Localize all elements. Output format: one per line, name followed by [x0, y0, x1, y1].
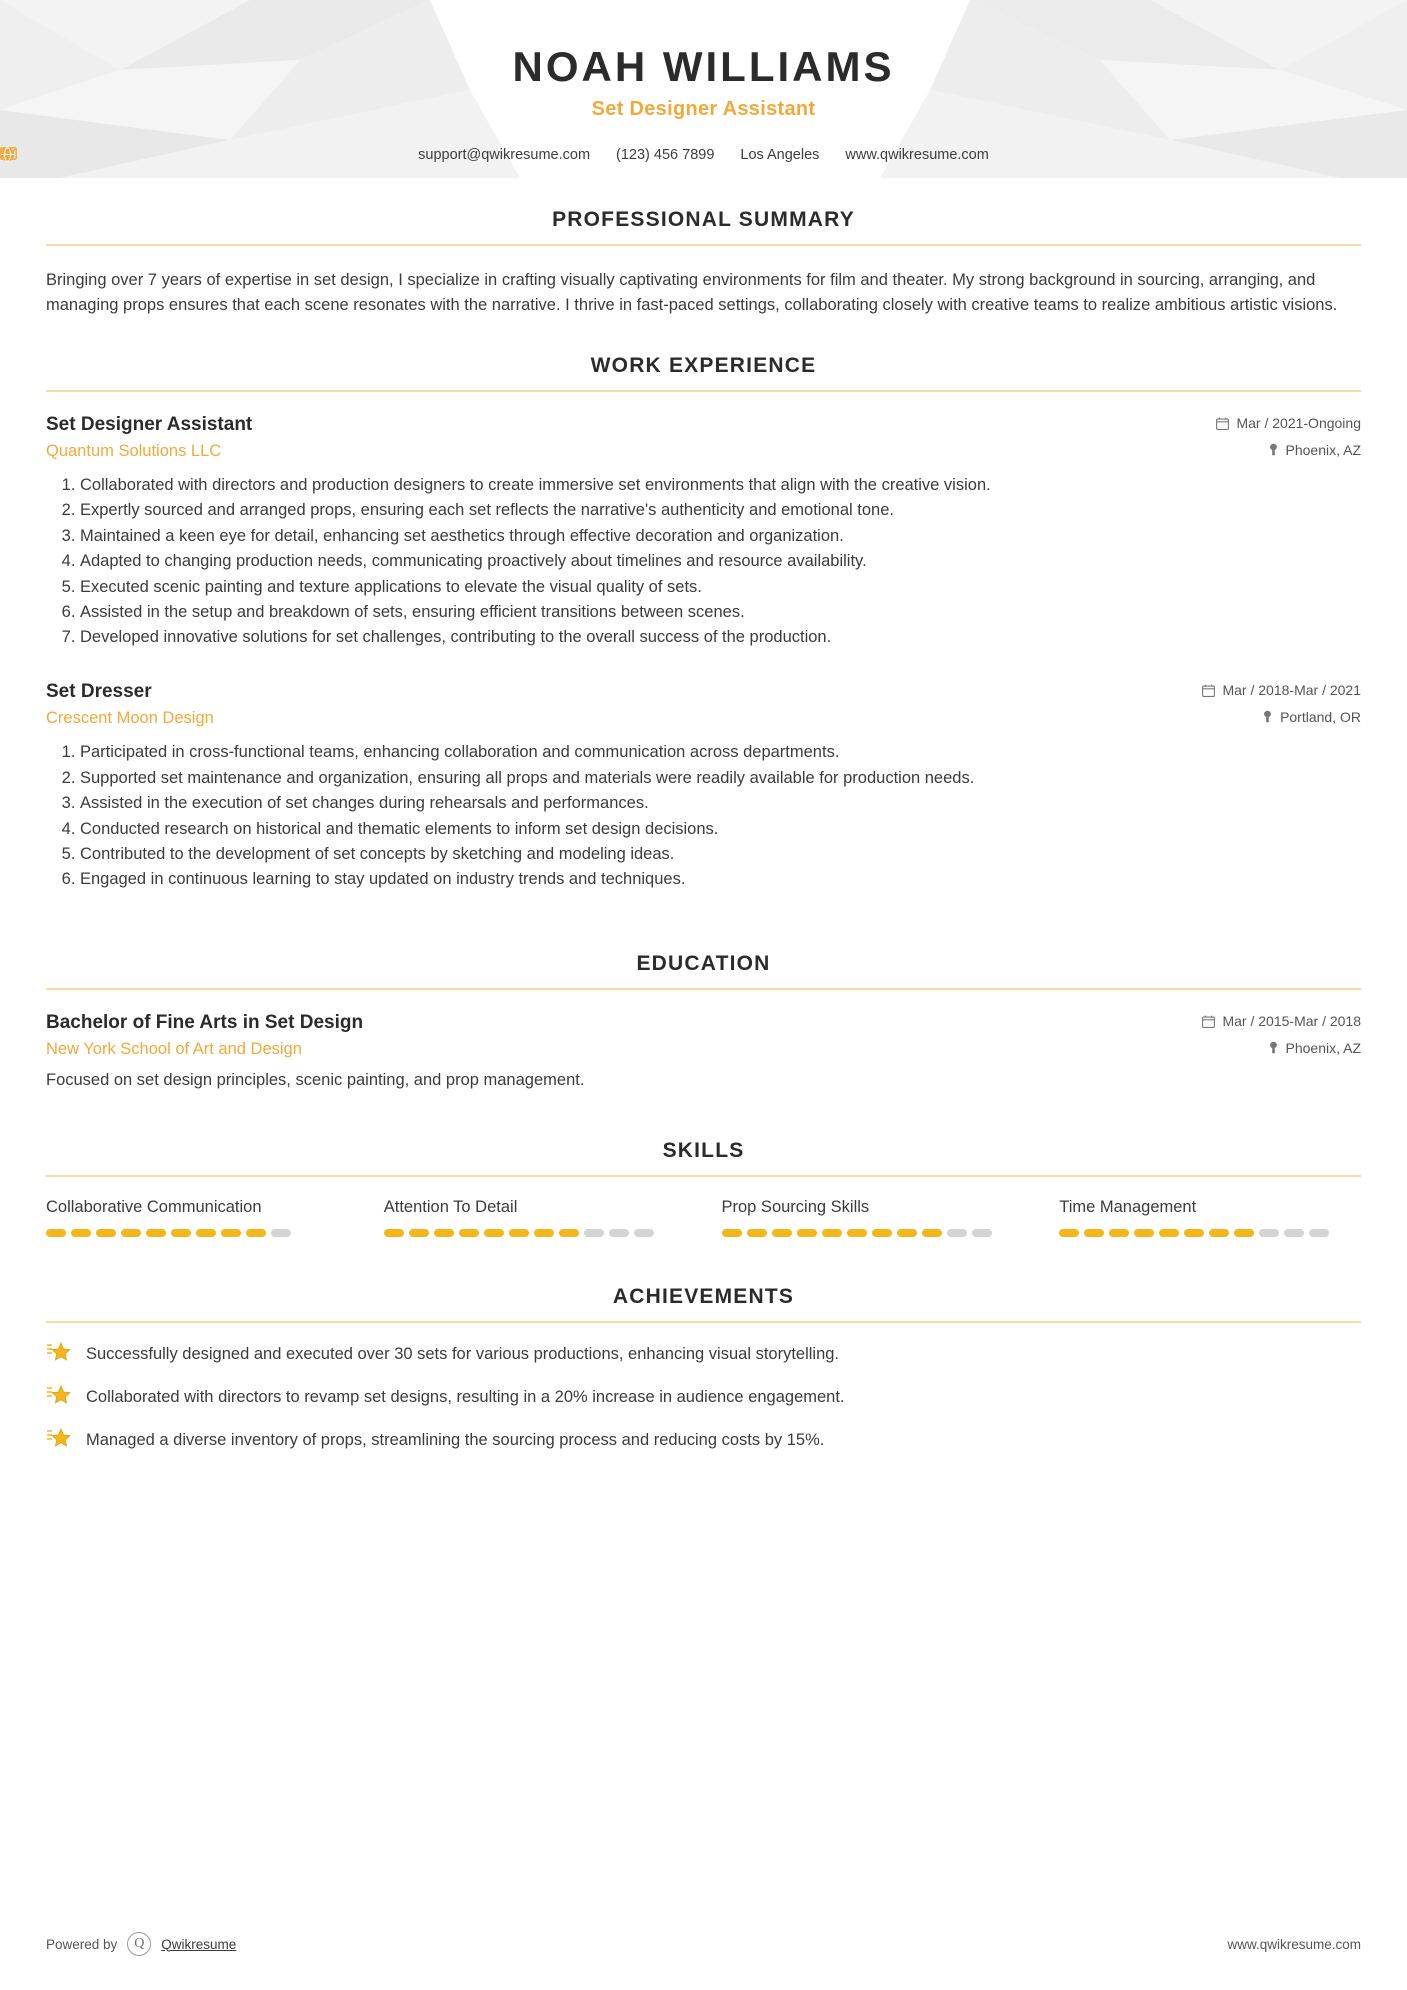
skill-dot — [196, 1229, 216, 1237]
section-professional-summary — [46, 208, 1361, 324]
skill-rating — [384, 1229, 686, 1237]
section-work-experience — [46, 354, 1361, 892]
skill-name: Collaborative Communication — [46, 1198, 262, 1217]
contact-website-text: www.qwikresume.com — [845, 147, 989, 164]
job-bullet: 1. Participated in cross-functional teams, enhancing collaboration and communication across departments. — [80, 740, 1361, 764]
skill-dot — [634, 1229, 654, 1237]
job-date-text: Mar / 2021-Ongoing — [1236, 415, 1361, 431]
achievement-item — [46, 1384, 1361, 1409]
experience-item — [46, 651, 1361, 892]
skill-dot — [947, 1229, 967, 1237]
contact-email-text: support@qwikresume.com — [418, 147, 591, 164]
education-date-text: Mar / 2015-Mar / 2018 — [1222, 1013, 1361, 1030]
education-item — [46, 990, 1361, 1093]
skill-rating — [46, 1229, 348, 1237]
contact-website[interactable] — [845, 147, 988, 163]
job-bullet-list — [46, 740, 1361, 891]
skill-dot — [559, 1229, 579, 1237]
job-role: Set Dresser — [46, 680, 152, 702]
skill-dot — [484, 1229, 504, 1237]
section-achievements — [46, 1285, 1361, 1452]
skill-dot — [434, 1229, 454, 1237]
skill-dot — [1234, 1229, 1254, 1237]
education-location — [1268, 1040, 1362, 1056]
education-location-text: Phoenix, AZ — [1285, 1039, 1361, 1056]
experience-item — [46, 392, 1361, 650]
powered-by-label: Powered by — [46, 1936, 118, 1952]
calendar-icon — [1202, 1015, 1215, 1028]
skill-dot — [1209, 1229, 1229, 1237]
skill-rating — [722, 1229, 1024, 1237]
skill-dot — [747, 1229, 767, 1237]
job-location-text: Portland, OR — [1280, 708, 1361, 725]
job-company: Quantum Solutions LLC — [46, 442, 222, 460]
contact-email[interactable] — [418, 147, 590, 163]
summary-text: Bringing over 7 years of expertise in set design, I specialize in crafting visually captivating environments for film and theater. My strong background in sourcing, arranging, and managing props ensures that each scene resonates with the narrative. I thrive in fast-paced settings, collaborating closely with creative teams to realize ambitious artistic visions. — [46, 271, 1338, 314]
contact-location[interactable] — [740, 147, 819, 163]
skill-dot — [1259, 1229, 1279, 1237]
section-skills — [46, 1139, 1361, 1236]
job-bullet: 2. Expertly sourced and arranged props, ensuring each set reflects the narrative's authenticity and emotional tone. — [80, 498, 1361, 522]
skill-dot — [1309, 1229, 1329, 1237]
skill-dot — [1159, 1229, 1179, 1237]
skill-dot — [1184, 1229, 1204, 1237]
education-school: New York School of Art and Design — [46, 1040, 302, 1059]
skill-item — [384, 1197, 686, 1236]
job-bullet: 4. Adapted to changing production needs, communicating proactively about timelines and resource availability. — [80, 549, 1361, 573]
page-title: NOAH WILLIAMS — [512, 43, 895, 90]
skill-name: Attention To Detail — [383, 1198, 518, 1217]
skill-dot — [722, 1229, 742, 1237]
skill-item — [722, 1197, 1024, 1236]
skill-dot — [246, 1229, 266, 1237]
education-date — [1202, 1013, 1361, 1029]
skill-dot — [509, 1229, 529, 1237]
calendar-icon — [1202, 684, 1215, 697]
skill-item — [46, 1197, 348, 1236]
skill-dot — [534, 1229, 554, 1237]
section-education — [46, 952, 1361, 1093]
job-location-text: Phoenix, AZ — [1285, 441, 1361, 458]
achievement-item — [46, 1427, 1361, 1452]
job-bullet: 5. Executed scenic painting and texture applications to elevate the visual quality of sets. — [80, 575, 1361, 599]
job-bullet: 7. Developed innovative solutions for set challenges, contributing to the overall success of the production. — [80, 625, 1361, 649]
skill-dot — [1059, 1229, 1079, 1237]
powered-by — [46, 1932, 236, 1956]
achievement-text: Collaborated with directors to revamp set designs, resulting in a 20% increase in audience engagement. — [86, 1387, 845, 1406]
skill-item — [1059, 1197, 1361, 1236]
job-company: Crescent Moon Design — [46, 709, 214, 728]
job-location — [1262, 709, 1361, 725]
section-title-education: EDUCATION — [636, 951, 771, 975]
section-title-experience: WORK EXPERIENCE — [590, 353, 817, 377]
job-role: Set Designer Assistant — [46, 413, 253, 435]
skill-dot — [897, 1229, 917, 1237]
job-date — [1202, 682, 1361, 698]
education-description: Focused on set design principles, scenic painting, and prop management. — [46, 1071, 585, 1090]
section-title-skills: SKILLS — [662, 1139, 745, 1163]
skill-dot — [96, 1229, 116, 1237]
job-bullet: 4. Conducted research on historical and thematic elements to inform set design decisions. — [80, 817, 1361, 841]
qwikresume-logo-icon: Q — [127, 1932, 151, 1956]
skill-dot — [584, 1229, 604, 1237]
contact-row — [0, 147, 1407, 163]
job-bullet: 3. Maintained a keen eye for detail, enhancing set aesthetics through effective decoration and organization. — [80, 524, 1361, 548]
skill-dot — [1284, 1229, 1304, 1237]
job-title: Set Designer Assistant — [591, 98, 816, 121]
achievement-item — [46, 1341, 1361, 1366]
skill-dot — [121, 1229, 141, 1237]
education-degree: Bachelor of Fine Arts in Set Design — [46, 1011, 364, 1033]
skill-name: Prop Sourcing Skills — [721, 1198, 870, 1217]
skill-dot — [171, 1229, 191, 1237]
header-banner — [0, 0, 1407, 178]
job-bullet: 6. Assisted in the setup and breakdown of sets, ensuring efficient transitions between scenes. — [80, 600, 1361, 624]
job-bullet-list — [46, 473, 1361, 650]
star-badge-icon — [46, 1341, 72, 1363]
job-location — [1268, 442, 1362, 458]
contact-phone[interactable] — [616, 147, 714, 163]
job-bullet: 1. Collaborated with directors and production designers to create immersive set environments that align with the creative vision. — [80, 473, 1361, 497]
footer — [0, 1932, 1407, 1956]
contact-location-text: Los Angeles — [740, 147, 820, 164]
contact-phone-text: (123) 456 7899 — [616, 147, 715, 164]
brand-link[interactable]: Qwikresume — [161, 1936, 237, 1952]
footer-website[interactable]: www.qwikresume.com — [1227, 1936, 1361, 1952]
job-date-text: Mar / 2018-Mar / 2021 — [1222, 682, 1361, 699]
skill-dot — [46, 1229, 66, 1237]
skill-dot — [822, 1229, 842, 1237]
skill-dot — [271, 1229, 291, 1237]
skill-dot — [384, 1229, 404, 1237]
skill-dot — [847, 1229, 867, 1237]
skill-dot — [146, 1229, 166, 1237]
skill-dot — [972, 1229, 992, 1237]
job-bullet: 6. Engaged in continuous learning to stay updated on industry trends and techniques. — [80, 867, 1361, 891]
skill-dot — [609, 1229, 629, 1237]
achievements-list — [46, 1323, 1361, 1452]
location-marker-icon — [1268, 1041, 1279, 1054]
skill-dot — [409, 1229, 429, 1237]
skill-dot — [872, 1229, 892, 1237]
job-bullet: 5. Contributed to the development of set concepts by sketching and modeling ideas. — [80, 842, 1361, 866]
achievement-text: Successfully designed and executed over 30 sets for various productions, enhancing visual storytelling. — [86, 1344, 840, 1363]
job-bullet: 2. Supported set maintenance and organization, ensuring all props and materials were readily available for production needs. — [80, 766, 1361, 790]
skill-dot — [772, 1229, 792, 1237]
skill-rating — [1059, 1229, 1361, 1237]
skill-dot — [797, 1229, 817, 1237]
globe-icon — [0, 147, 15, 162]
skill-dot — [922, 1229, 942, 1237]
star-badge-icon — [46, 1384, 72, 1406]
skill-name: Time Management — [1059, 1198, 1197, 1217]
calendar-icon — [1216, 417, 1229, 430]
skill-dot — [1134, 1229, 1154, 1237]
section-title-achievements: ACHIEVEMENTS — [612, 1284, 795, 1308]
location-marker-icon — [1268, 443, 1279, 456]
skills-grid — [46, 1177, 1361, 1236]
skill-dot — [459, 1229, 479, 1237]
skill-dot — [1084, 1229, 1104, 1237]
achievement-text: Managed a diverse inventory of props, streamlining the sourcing process and reducing costs by 15%. — [86, 1430, 825, 1449]
skill-dot — [1109, 1229, 1129, 1237]
skill-dot — [221, 1229, 241, 1237]
star-badge-icon — [46, 1427, 72, 1449]
job-bullet: 3. Assisted in the execution of set changes during rehearsals and performances. — [80, 791, 1361, 815]
section-title-summary: PROFESSIONAL SUMMARY — [552, 208, 855, 231]
location-marker-icon — [1262, 710, 1273, 723]
skill-dot — [71, 1229, 91, 1237]
job-date — [1216, 415, 1361, 431]
